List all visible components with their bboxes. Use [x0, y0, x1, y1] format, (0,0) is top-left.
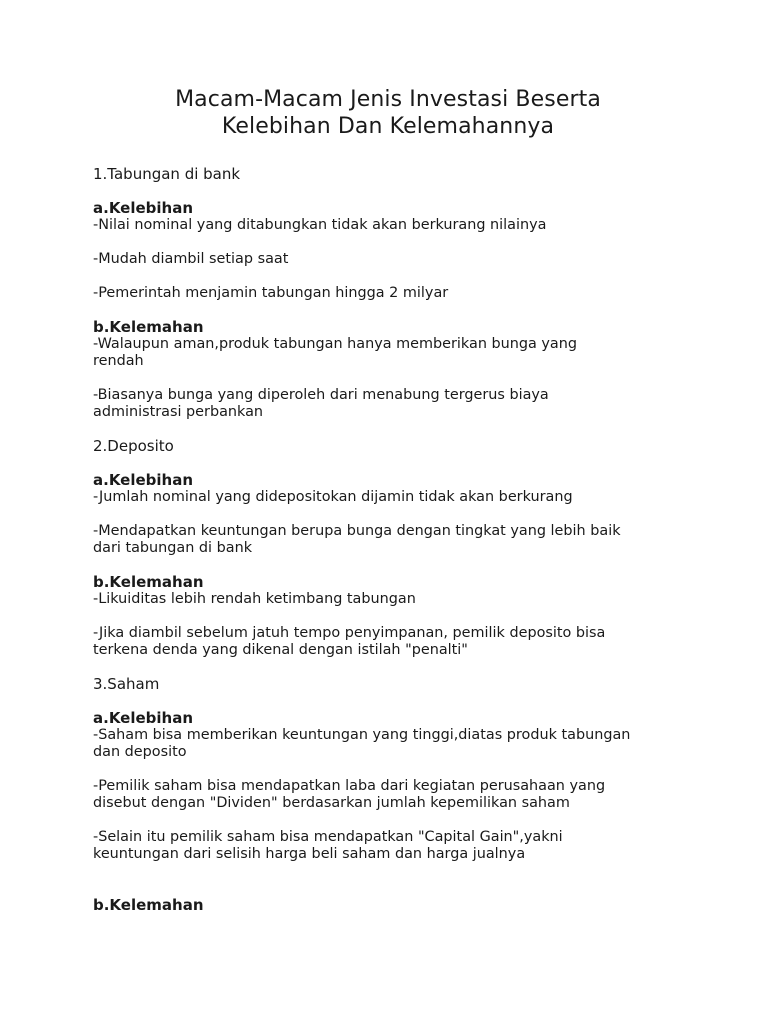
- section-deposito: [93, 438, 683, 676]
- title-line-1: Macam-Macam Jenis Investasi Beserta: [175, 87, 601, 112]
- section-heading: 3.Saham: [93, 675, 160, 693]
- section-heading: 2.Deposito: [93, 437, 174, 455]
- section-tabungan: [93, 166, 683, 438]
- document-title: [93, 86, 683, 140]
- kelebihan-label: a.Kelebihan: [93, 199, 194, 217]
- kelemahan-item: -Walaupun aman,produk tabungan hanya memberikan bunga yang rendah: [93, 336, 578, 369]
- section-saham: [93, 676, 683, 914]
- kelebihan-item: -Pemerintah menjamin tabungan hingga 2 milyar: [93, 285, 449, 301]
- kelemahan-label: b.Kelemahan: [93, 573, 204, 591]
- kelemahan-item: -Jika diambil sebelum jatuh tempo penyimpanan, pemilik deposito bisa terkena denda yang dikenal dengan istilah "penalti": [93, 625, 606, 658]
- kelebihan-item: -Pemilik saham bisa mendapatkan laba dari kegiatan perusahaan yang disebut dengan "Dividen" berdasarkan jumlah kepemilikan saham: [93, 778, 606, 811]
- kelebihan-item: -Nilai nominal yang ditabungkan tidak akan berkurang nilainya: [93, 217, 547, 233]
- section-heading: 1.Tabungan di bank: [93, 165, 241, 183]
- kelebihan-item: -Jumlah nominal yang didepositokan dijamin tidak akan berkurang: [93, 489, 573, 505]
- title-line-2: Kelebihan Dan Kelemahannya: [221, 114, 555, 139]
- kelebihan-label: a.Kelebihan: [93, 471, 194, 489]
- kelemahan-label: b.Kelemahan: [93, 318, 204, 336]
- document-page: [93, 86, 683, 914]
- kelebihan-label: a.Kelebihan: [93, 709, 194, 727]
- kelebihan-item: -Mudah diambil setiap saat: [93, 251, 289, 267]
- kelemahan-item: -Biasanya bunga yang diperoleh dari menabung tergerus biaya administrasi perbankan: [93, 387, 549, 420]
- kelebihan-item: -Saham bisa memberikan keuntungan yang tinggi,diatas produk tabungan dan deposito: [93, 727, 631, 760]
- kelemahan-label: b.Kelemahan: [93, 896, 204, 914]
- kelemahan-item: -Likuiditas lebih rendah ketimbang tabungan: [93, 591, 416, 607]
- kelebihan-item: -Mendapatkan keuntungan berupa bunga dengan tingkat yang lebih baik dari tabungan di bank: [93, 523, 621, 556]
- kelebihan-item: -Selain itu pemilik saham bisa mendapatkan "Capital Gain",yakni keuntungan dari selisih harga beli saham dan harga jualnya: [93, 829, 563, 862]
